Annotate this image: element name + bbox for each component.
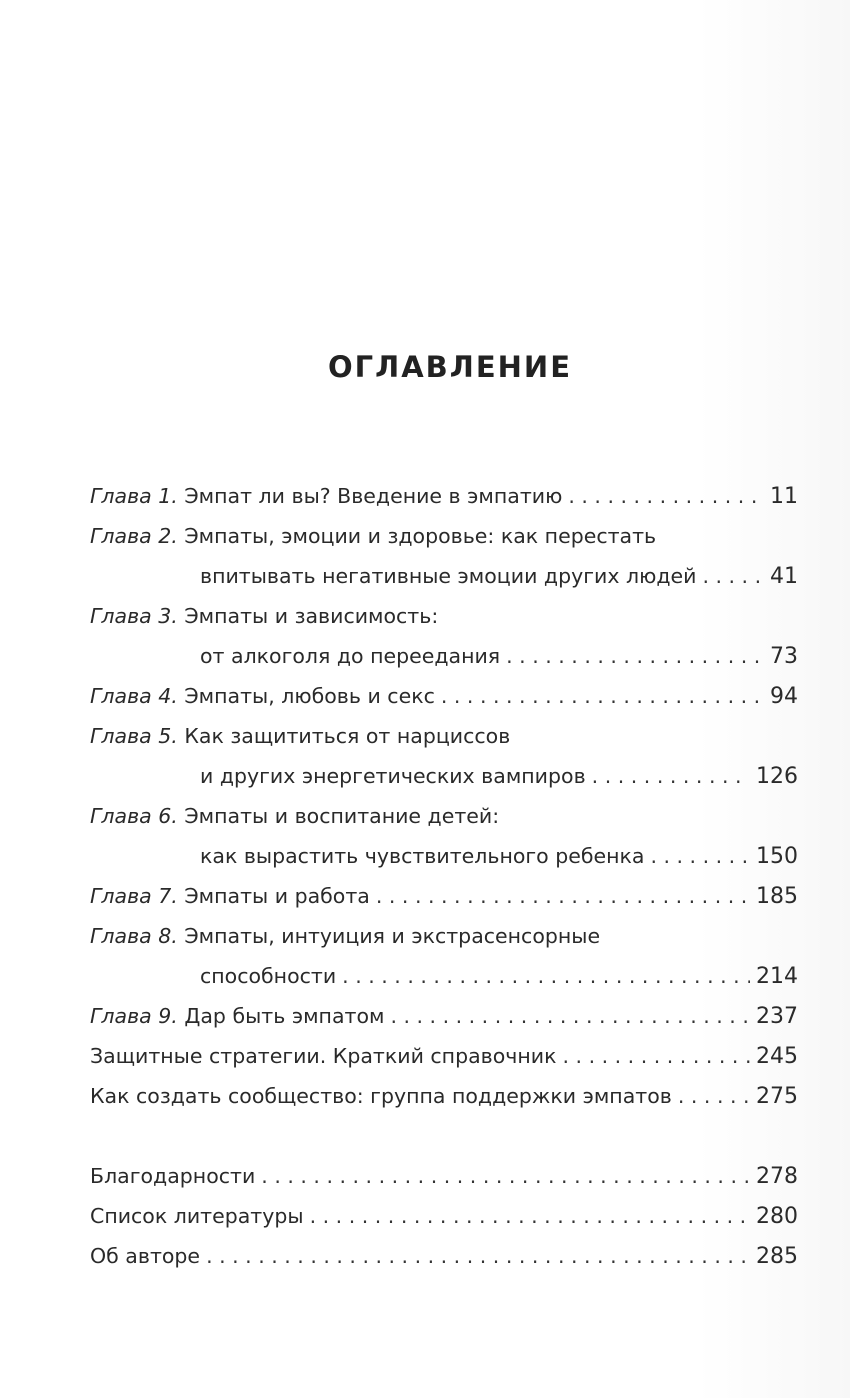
chapter-title: Эмпаты и зависимость: <box>184 604 439 628</box>
page-number: 214 <box>756 964 798 989</box>
toc-entry <box>90 476 798 516</box>
page-number: 285 <box>756 1244 798 1269</box>
page-number: 245 <box>756 1044 798 1069</box>
chapter-title: впитывать негативные эмоции других людей <box>200 564 697 588</box>
toc-entry-text <box>90 596 438 636</box>
page-title: ОГЛАВЛЕНИЕ <box>327 350 572 384</box>
toc-entry <box>90 676 798 716</box>
chapter-title: Эмпаты и воспитание детей: <box>184 804 500 828</box>
toc-entry-text <box>90 796 499 836</box>
chapter-label: Глава 1. <box>90 484 178 508</box>
chapter-title: Эмпаты, эмоции и здоровье: как перестать <box>184 524 657 548</box>
page-number: 94 <box>770 684 798 709</box>
leader-dots <box>261 1156 750 1196</box>
chapter-title: и других энергетических вампиров <box>200 764 586 788</box>
leader-dots <box>650 836 750 876</box>
chapter-title: Эмпат ли вы? Введение в эмпатию <box>184 484 563 508</box>
leader-dots <box>506 636 764 676</box>
leader-dots <box>390 996 750 1036</box>
chapter-title: Эмпаты, любовь и секс <box>184 684 435 708</box>
toc-entry-text <box>200 636 500 676</box>
toc-entry-text <box>200 756 586 796</box>
chapter-label: Глава 7. <box>90 884 178 908</box>
toc-entry <box>90 1156 798 1196</box>
toc-entry-text <box>90 916 600 956</box>
chapter-label: Глава 5. <box>90 724 178 748</box>
spacer <box>90 1116 798 1156</box>
toc-entry <box>90 716 798 756</box>
chapter-label: Глава 9. <box>90 1004 178 1028</box>
chapter-title: Дар быть эмпатом <box>184 1004 385 1028</box>
leader-dots <box>678 1076 750 1116</box>
leader-dots <box>342 956 750 996</box>
leader-dots <box>702 556 764 596</box>
toc-entry <box>90 836 798 876</box>
toc-entry-text <box>90 1036 557 1076</box>
toc-entry <box>90 556 798 596</box>
toc-entry-text <box>90 676 435 716</box>
chapter-label: Глава 2. <box>90 524 178 548</box>
page-number: 278 <box>756 1164 798 1189</box>
page-number: 237 <box>756 1004 798 1029</box>
toc-entry-text <box>200 556 696 596</box>
page-number: 126 <box>756 764 798 789</box>
toc-entry-text <box>90 1076 672 1116</box>
table-of-contents <box>90 476 798 1276</box>
chapter-title: способности <box>200 964 337 988</box>
toc-entry <box>90 516 798 556</box>
page-number: 11 <box>770 484 798 509</box>
leader-dots <box>592 756 750 796</box>
leader-dots <box>310 1196 750 1236</box>
section-title: Список литературы <box>90 1204 304 1228</box>
chapter-label: Глава 8. <box>90 924 178 948</box>
toc-entry-text <box>200 836 644 876</box>
toc-entry-text <box>90 516 656 556</box>
toc-entry-text <box>90 1196 304 1236</box>
page-number: 41 <box>770 564 798 589</box>
page-number: 275 <box>756 1084 798 1109</box>
toc-entry-text <box>200 956 336 996</box>
chapter-title: как вырастить чувствительного ребенка <box>200 844 645 868</box>
leader-dots <box>206 1236 750 1276</box>
toc-entry <box>90 1076 798 1116</box>
toc-entry-text <box>90 476 562 516</box>
toc-entry <box>90 956 798 996</box>
chapter-label: Глава 3. <box>90 604 178 628</box>
toc-entry <box>90 596 798 636</box>
page-number: 280 <box>756 1204 798 1229</box>
toc-entry-text <box>90 876 370 916</box>
chapter-title: от алкоголя до переедания <box>200 644 501 668</box>
toc-entry <box>90 916 798 956</box>
chapter-label: Глава 6. <box>90 804 178 828</box>
leader-dots <box>563 1036 751 1076</box>
toc-entry <box>90 756 798 796</box>
leader-dots <box>568 476 764 516</box>
leader-dots <box>376 876 750 916</box>
toc-entry-text <box>90 1236 200 1276</box>
chapter-label: Глава 4. <box>90 684 178 708</box>
page-number: 185 <box>756 884 798 909</box>
page-number: 150 <box>756 844 798 869</box>
section-title: Благодарности <box>90 1164 256 1188</box>
toc-entry <box>90 636 798 676</box>
toc-entry-text <box>90 996 384 1036</box>
toc-entry <box>90 1036 798 1076</box>
toc-entry-text <box>90 1156 255 1196</box>
section-title: Защитные стратегии. Краткий справочник <box>90 1044 557 1068</box>
toc-entry <box>90 1236 798 1276</box>
chapter-title: Как защититься от нарциссов <box>184 724 511 748</box>
chapter-title: Эмпаты и работа <box>184 884 370 908</box>
page-number: 73 <box>770 644 798 669</box>
toc-entry-text <box>90 716 510 756</box>
section-title: Об авторе <box>90 1244 201 1268</box>
section-title: Как создать сообщество: группа поддержки эмпатов <box>90 1084 672 1108</box>
toc-entry <box>90 876 798 916</box>
toc-entry <box>90 1196 798 1236</box>
toc-entry <box>90 996 798 1036</box>
leader-dots <box>441 676 764 716</box>
chapter-title: Эмпаты, интуиция и экстрасенсорные <box>184 924 601 948</box>
toc-entry <box>90 796 798 836</box>
